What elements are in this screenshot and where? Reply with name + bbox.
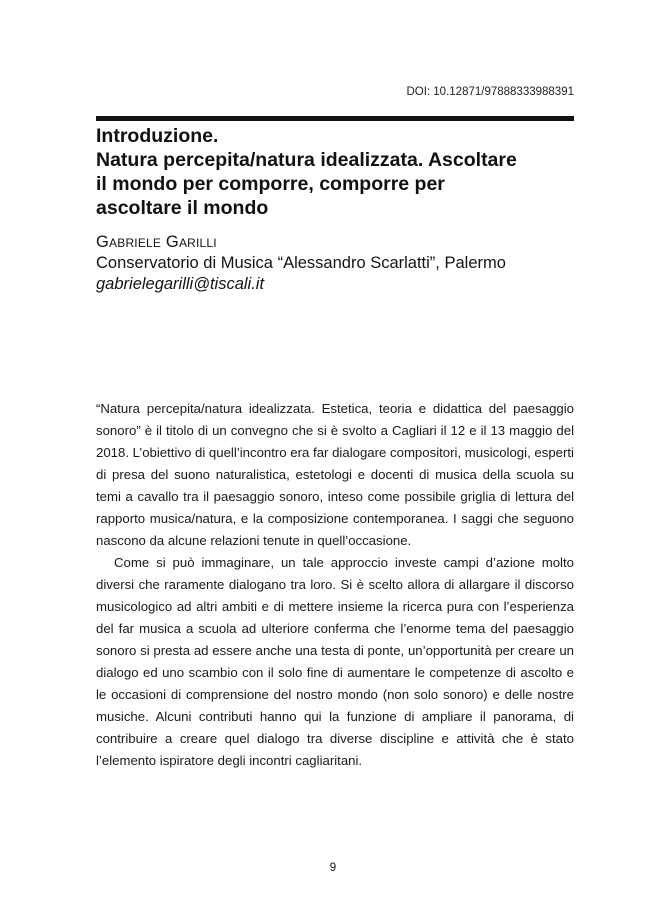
body-paragraph: Come si può immaginare, un tale approccio investe campi d’azione molto diversi che raramente dialogano tra loro. Si è scelto allora di allargare il discorso musicologico ad altri ambiti e di mettere insieme la ricerca pura con l’esperienza del far musica a scuola ad ulteriore conferma che l’enorme tema del paesaggio sonoro si presta ad essere anche una testa di ponte, un’opportunità per creare un dialogo ed uno scambio con il solo fine di aumentare le competenze di ascolto e le occasioni di comprensione del nostro mondo (non solo sonoro) e delle nostre musiche. Alcuni contributi hanno qui la funzione di ampliare il panorama, di contribuire a creare quel dialogo tra diverse discipline e attività che è stato l’elemento ispiratore degli incontri cagliaritani.: [96, 555, 574, 768]
title-line: ascoltare il mondo: [96, 197, 269, 219]
title-rule: [96, 116, 574, 121]
title-line: il mondo per comporre, comporre per: [96, 173, 445, 195]
body-paragraph: “Natura percepita/natura idealizzata. Estetica, teoria e didattica del paesaggio sonoro” è il titolo di un convegno che si è svolto a Cagliari il 12 e il 13 maggio del 2018. L’obiettivo di quell’incontro era far dialogare compositori, musicologi, esperti di presa del suono naturalistica, estetologi e docenti di musica della scuola su temi a cavallo tra il paesaggio sonoro, inteso come possibile griglia di lettura del rapporto musica/natura, e la composizione contemporanea. I saggi che seguono nascono da alcune relazioni tenute in quell’occasione.: [96, 401, 574, 548]
author-email: gabrielegarilli@tiscali.it: [96, 275, 265, 293]
chapter-title: [96, 124, 586, 220]
author-block: [96, 232, 576, 295]
title-line: Natura percepita/natura idealizzata. Ascoltare: [96, 149, 517, 171]
doi-label: DOI: 10.12871/97888333988391: [406, 86, 574, 98]
body-text: [96, 398, 574, 772]
author-name: Gabriele Garilli: [96, 233, 217, 251]
title-line: Introduzione.: [96, 125, 219, 147]
author-affiliation: Conservatorio di Musica “Alessandro Scarlatti”, Palermo: [96, 254, 506, 272]
page-number: 9: [329, 862, 337, 874]
